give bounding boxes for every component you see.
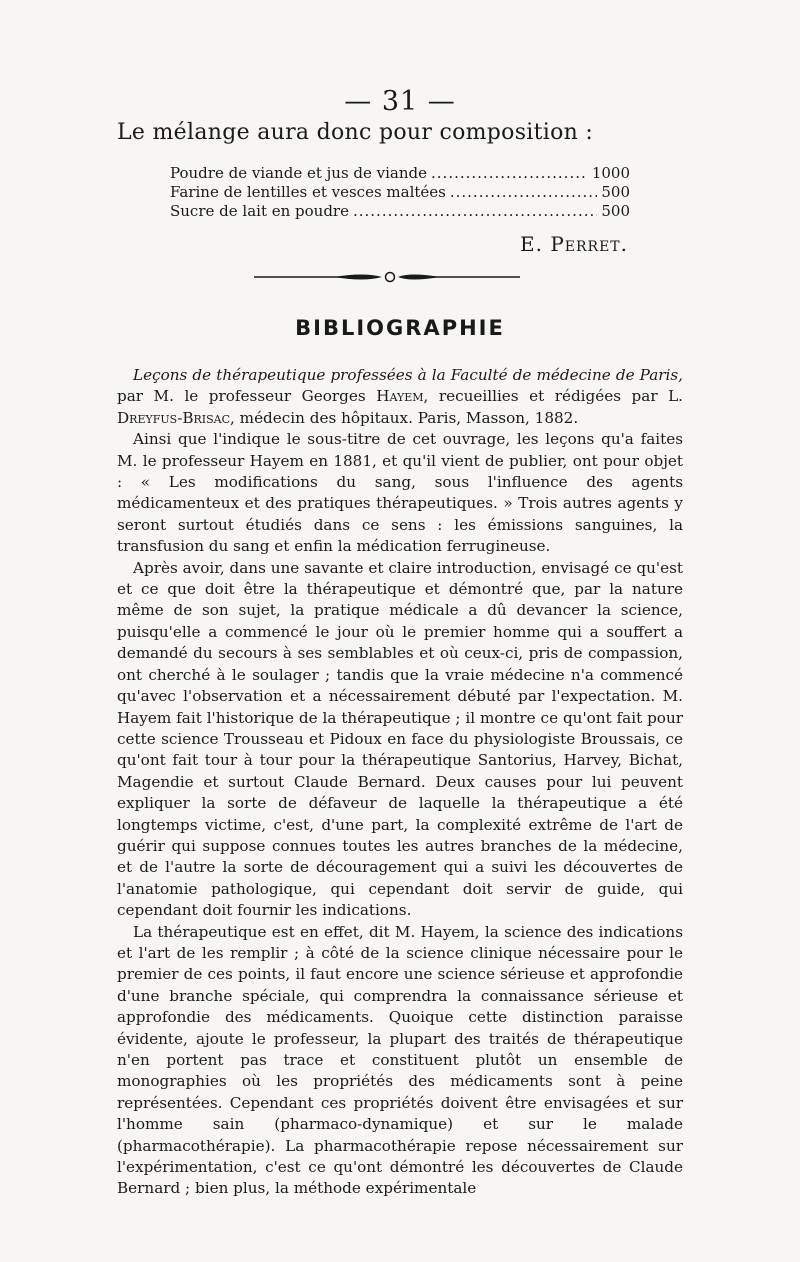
section-title: BIBLIOGRAPHIE (295, 316, 505, 340)
ornament-divider-icon (254, 270, 520, 284)
signature-name: Perret. (550, 232, 628, 256)
bibliography-body (117, 365, 683, 1200)
composition-list (170, 164, 630, 221)
reference-entry (117, 365, 683, 429)
ingredient-quantity: 1000 (591, 164, 630, 182)
list-item (170, 202, 630, 221)
intro-sentence: Le mélange aura donc pour composition : (117, 120, 594, 145)
book-title: Leçons de thérapeutique professées à la Faculté de médecine de Paris, (133, 366, 683, 384)
author-signature (520, 232, 628, 256)
dot-leader (353, 202, 597, 220)
paragraph: La thérapeutique est en effet, dit M. Hayem, la science des indications et l'art de les remplir ; à côté de la science clinique nécessaire pour le premier de ces points, il faut encore une science sérieuse et approfondie d'une branche spéciale, qui comprendra la connaissance sérieuse et approfondie des médicaments. Quoique cette distinction paraisse évidente, ajoute le professeur, la plupart des traités de thérapeutique n'en portent pas trace et constituent plutôt un ensemble de monographies où les propriétés des médicaments sont à peine représentées. Cependant ces propriétés doivent être envisagées et sur l'homme sain (pharmaco-dynamique) et sur le malade (pharmacothérapie). La pharmacothérapie repose nécessairement sur l'expérimentation, c'est ce qu'ont démontré les découvertes de Claude Bernard ; bien plus, la méthode expérimentale (117, 922, 683, 1198)
ingredient-quantity: 500 (601, 183, 630, 201)
dot-leader (431, 164, 588, 182)
signature-initial: E. (519, 232, 543, 256)
paragraph: Ainsi que l'indique le sous-titre de cet ouvrage, les leçons qu'a faites M. le professeur Hayem en 1881, et qu'il vient de publier, ont pour objet : « Les modifications du sang, sous l'influence des agents médicamenteux et des pratiques thérapeutiques. » Trois autres agents y seront surtout étudiés dans ce sens : les émissions sanguines, la transfusion du sang et enfin la médication ferrugineuse. (117, 430, 683, 556)
dot-leader (450, 183, 598, 201)
ingredient-quantity: 500 (601, 202, 630, 220)
paragraph: Après avoir, dans une savante et claire introduction, envisagé ce qu'est et ce que doit être la thérapeutique et démontré que, par la nature même de son sujet, la pratique médicale a dû devancer la science, puisqu'elle a commencé le jour où le premier homme qui a souffert a demandé du secours à ses semblables et où ceux-ci, pris de compassion, ont cherché à le soulager ; tandis que la vraie médecine n'a commencé qu'avec l'observation et a nécessairement débuté par l'expectation. M. Hayem fait l'historique de la thérapeutique ; il montre ce qu'ont fait pour cette science Trousseau et Pidoux en face du physiologiste Broussais, ce qu'ont fait tour à tour pour la thérapeutique Santorius, Harvey, Bichat, Magendie et surtout Claude Bernard. Deux causes pour lui peuvent expliquer la sorte de défaveur de laquelle la thérapeutique a été longtemps victime, c'est, d'une part, la complexité extrême de l'art de guérir qui suppose connues toutes les autres branches de la médecine, et de l'autre la sorte de découragement qui a suivi les découvertes de l'anatomie pathologique, qui cependant doit servir de guide, qui cependant doit fournir les indications. (117, 558, 683, 920)
ingredient-name: Farine de lentilles et vesces maltées (170, 183, 446, 201)
reference-text: , recueillies et rédigées par L. (423, 387, 683, 406)
reference-text: , médecin des hôpitaux. Paris, Masson, 1882. (230, 408, 579, 427)
ingredient-name: Sucre de lait en poudre (170, 202, 349, 220)
reference-text: par M. le professeur Georges (117, 387, 377, 406)
list-item (170, 183, 630, 202)
editor-name: Dreyfus-Brisac (117, 408, 231, 427)
page-number: — 31 — (344, 86, 456, 117)
author-name: Hayem (376, 387, 424, 406)
list-item (170, 164, 630, 183)
ingredient-name: Poudre de viande et jus de viande (170, 164, 428, 182)
